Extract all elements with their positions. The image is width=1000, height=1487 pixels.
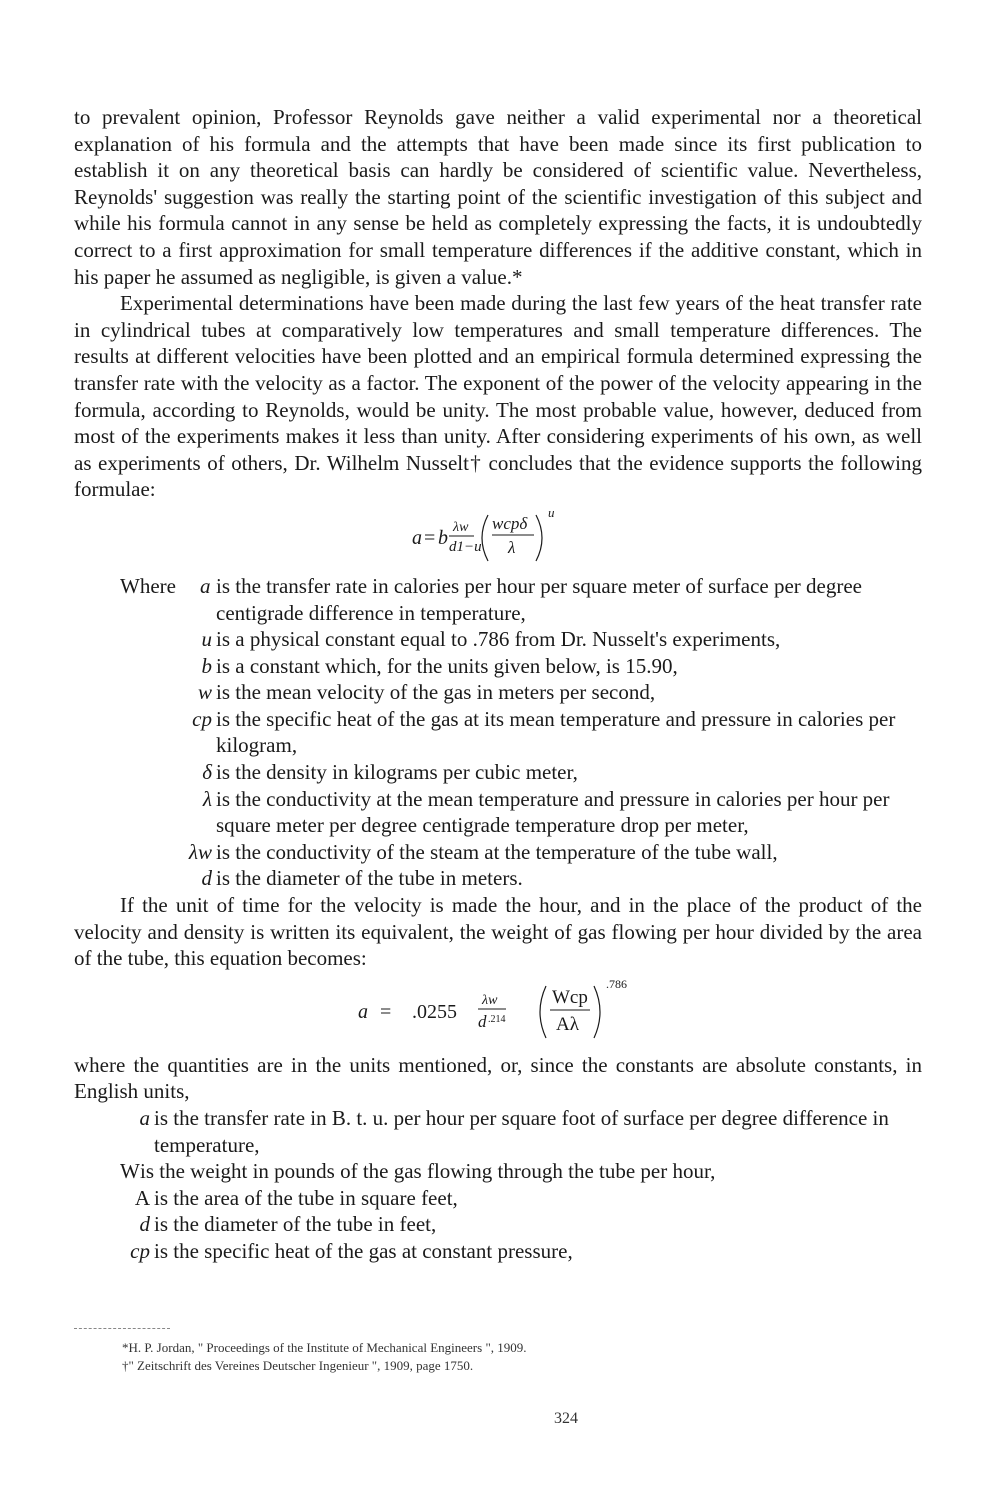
def-text-cp: is the specific heat of the gas at its mean temperature and pressure in calories per kilogram,: [216, 706, 896, 758]
definition-lambda: [74, 786, 922, 839]
footnote-rule: [74, 1328, 170, 1329]
f1-den: d1−u: [449, 538, 482, 555]
def-sym-cp: cp: [192, 706, 212, 731]
def2-text-w: is the weight in pounds of the gas flowing through the tube per hour,: [140, 1159, 716, 1184]
def-text-d: is the diameter of the tube in meters.: [216, 866, 523, 891]
definition2-cp: [74, 1238, 922, 1265]
def-sym-lambda-w: λw: [188, 839, 212, 864]
def-text-u: is a physical constant equal to .786 from Dr. Nusselt's experiments,: [216, 627, 781, 652]
def-sym-w: w: [197, 680, 212, 705]
definition-delta: [74, 759, 922, 786]
definition2-w: [74, 1158, 922, 1185]
definition-cp: [74, 706, 922, 759]
formula-1-graphic: [74, 503, 922, 573]
formula-2: [74, 972, 922, 1052]
f1-b: b: [438, 526, 448, 549]
def2-text-d: is the diameter of the tube in feet,: [154, 1212, 437, 1237]
f1-num: λw: [453, 519, 469, 535]
def2-text-a: is the transfer rate in B. t. u. per hour per square foot of surface per degree difference in temperature,: [154, 1106, 889, 1157]
f2-num: λw: [482, 992, 498, 1008]
paragraph-2: Experimental determinations have been made during the last few years of the heat transfer rate in cylindrical tubes at comparatively low temperatures and small temperature differences. The results at different velocities have been plotted and an empirical formula determined expressing the transfer rate with the velocity as a factor. The exponent of the power of the velocity appearing in the formula, according to Reynolds, would be unity. The most probable value, however, deduced from most of the experiments makes it less than unity. After considering experiments of his own, as well as experiments of others, Dr. Wilhelm Nusselt† concludes that the evidence supports the following formulae:: [74, 291, 922, 502]
definition2-area: [74, 1185, 922, 1212]
def-text-delta: is the density in kilograms per cubic meter,: [216, 760, 578, 785]
f2-lhs: a: [358, 1000, 368, 1023]
f1-inner-num: wcpδ: [492, 513, 528, 533]
paragraph-1: to prevalent opinion, Professor Reynolds gave neither a valid experimental nor a theoretical explanation of his formula and the attempts that have been made since its first publication to establish it on any theoretical basis can hardly be considered of scientific value. Nevertheless, Reynolds' suggestion was really the starting point of the scientific investigation of this subject and while his formula cannot in any sense be held as completely expressing the facts, it is undoubtedly correct to a first approximation for small temperature differences if the additive constant, which in his paper he assumed as negligible, is given a value.*: [74, 105, 922, 289]
def2-sym-w: W: [120, 1159, 140, 1184]
f2-den: d: [478, 1011, 487, 1031]
definition-u: [74, 626, 922, 653]
definition-lambda-w: [74, 839, 922, 866]
page-number: 324: [554, 1410, 578, 1427]
page-body: [74, 104, 922, 1427]
def-text-a: is the transfer rate in calories per hour per square meter of surface per degree centigrade difference in temperature,: [216, 573, 863, 625]
f2-const: .0255: [412, 1000, 457, 1023]
f1-exp: u: [548, 504, 555, 520]
def-sym-lambda: λ: [202, 786, 212, 811]
definitions-1: [74, 573, 922, 892]
def-sym-d: d: [201, 866, 212, 891]
definition-a: [74, 573, 922, 626]
def-sym-a: a: [200, 573, 211, 598]
footnote-2: †" Zeitschrift des Vereines Deutscher Ingenieur ", 1909, page 1750.: [122, 1358, 474, 1373]
def2-text-cp: is the specific heat of the gas at constant pressure,: [154, 1238, 573, 1263]
footnote-1: *H. P. Jordan, " Proceedings of the Institute of Mechanical Engineers ", 1909.: [122, 1340, 527, 1355]
def2-sym-a: a: [139, 1106, 150, 1130]
def-sym-delta: δ: [202, 760, 212, 785]
def2-sym-cp: cp: [130, 1238, 150, 1263]
f2-eq: =: [380, 1000, 392, 1023]
f1-inner-den: λ: [508, 537, 516, 557]
f1-eq: =: [424, 526, 436, 549]
f2-exp: .786: [606, 976, 627, 991]
paragraph-4: where the quantities are in the units mentioned, or, since the constants are absolute constants, in English units,: [74, 1052, 922, 1104]
def2-text-area: is the area of the tube in square feet,: [154, 1185, 458, 1210]
def-text-b: is a constant which, for the units given below, is 15.90,: [216, 653, 678, 678]
formula-2-graphic: [74, 972, 922, 1052]
f2-den-exp: .214: [488, 1013, 506, 1025]
f2-inner-num: Wcp: [552, 986, 588, 1008]
def2-sym-d: d: [139, 1212, 150, 1237]
f1-lhs: a: [412, 526, 422, 549]
formula-1: [74, 503, 922, 573]
definition2-d: [74, 1211, 922, 1238]
def-text-lambda: is the conductivity at the mean temperature and pressure in calories per hour per square meter per degree centigrade temperature drop per meter,: [216, 786, 890, 838]
paragraph-3: If the unit of time for the velocity is made the hour, and in the place of the product of the velocity and density is written its equivalent, the weight of gas flowing per hour divided by the area of the tube, this equation becomes:: [74, 893, 922, 971]
definitions-2: [74, 1105, 922, 1265]
def-text-lambda-w: is the conductivity of the steam at the temperature of the tube wall,: [216, 839, 778, 864]
definition-d: [74, 865, 922, 892]
definition-w: [74, 679, 922, 706]
where-lead: Where: [120, 573, 176, 598]
def-sym-u: u: [201, 627, 212, 652]
definition-b: [74, 653, 922, 680]
def-text-w: is the mean velocity of the gas in meters per second,: [216, 680, 656, 705]
definition2-a: [74, 1105, 922, 1158]
def2-sym-area: A: [134, 1185, 150, 1210]
f2-inner-den: Aλ: [556, 1013, 579, 1035]
def-sym-b: b: [201, 653, 212, 678]
